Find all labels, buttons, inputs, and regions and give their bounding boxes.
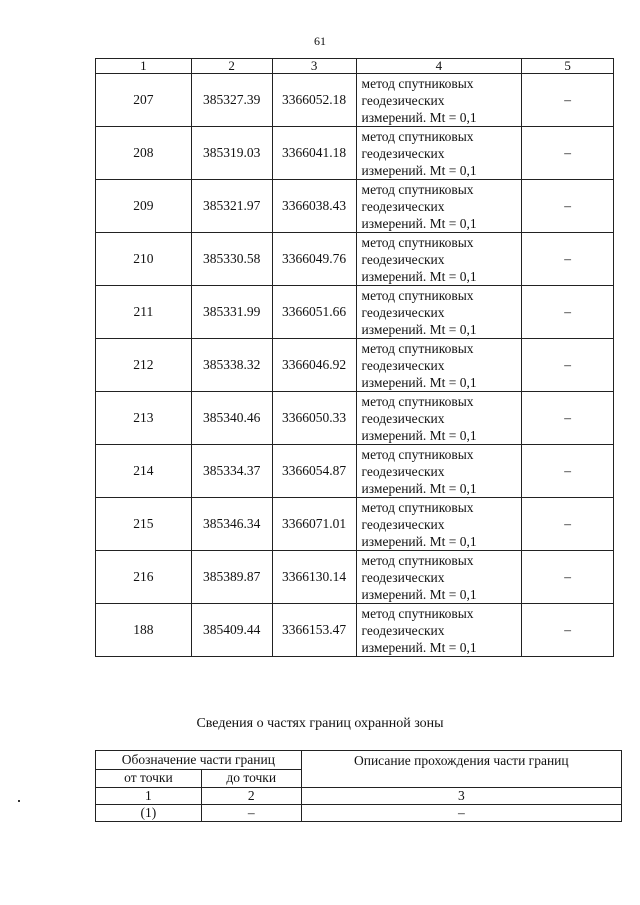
point-cell: 215 (96, 498, 192, 551)
method-line: метод спутниковых (361, 234, 474, 250)
column-header: 4 (356, 59, 522, 74)
method-line: геодезических (361, 622, 445, 638)
note-cell: – (522, 445, 614, 498)
table-row (96, 392, 614, 445)
method-cell (356, 498, 522, 551)
note-cell: – (522, 74, 614, 127)
method-line: измерений. Mt = 0,1 (361, 109, 477, 125)
method-line: метод спутниковых (361, 393, 474, 409)
table-row (96, 233, 614, 286)
table-row (96, 498, 614, 551)
y-coordinate-cell: 3366050.33 (272, 392, 356, 445)
column-number: 3 (301, 788, 621, 805)
x-coordinate-cell: 385334.37 (191, 445, 272, 498)
table-row (96, 74, 614, 127)
page-number: 61 (314, 34, 326, 48)
note-cell: – (522, 604, 614, 657)
parts-header-row (96, 751, 622, 770)
point-cell: 216 (96, 551, 192, 604)
table-row (96, 180, 614, 233)
method-line: метод спутниковых (361, 128, 474, 144)
method-cell (356, 74, 522, 127)
parts-number-row (96, 788, 622, 805)
method-line: метод спутниковых (361, 287, 474, 303)
x-coordinate-cell: 385340.46 (191, 392, 272, 445)
y-coordinate-cell: 3366071.01 (272, 498, 356, 551)
note-cell: – (522, 498, 614, 551)
method-line: измерений. Mt = 0,1 (361, 639, 477, 655)
x-coordinate-cell: 385338.32 (191, 339, 272, 392)
x-coordinate-cell: 385409.44 (191, 604, 272, 657)
y-coordinate-cell: 3366049.76 (272, 233, 356, 286)
note-cell: – (522, 286, 614, 339)
description-header: Описание прохождения части границ (301, 751, 621, 788)
method-cell (356, 551, 522, 604)
method-line: измерений. Mt = 0,1 (361, 533, 477, 549)
to-point-cell: – (201, 805, 301, 822)
method-line: геодезических (361, 145, 445, 161)
method-cell (356, 445, 522, 498)
method-line: геодезических (361, 516, 445, 532)
method-line: геодезических (361, 92, 445, 108)
y-coordinate-cell: 3366052.18 (272, 74, 356, 127)
y-coordinate-cell: 3366051.66 (272, 286, 356, 339)
table-row (96, 805, 622, 822)
coordinates-header-row (96, 59, 614, 74)
method-line: измерений. Mt = 0,1 (361, 374, 477, 390)
point-cell: 188 (96, 604, 192, 657)
table-row (96, 286, 614, 339)
x-coordinate-cell: 385321.97 (191, 180, 272, 233)
note-cell: – (522, 233, 614, 286)
method-line: геодезических (361, 304, 445, 320)
y-coordinate-cell: 3366041.18 (272, 127, 356, 180)
method-line: измерений. Mt = 0,1 (361, 162, 477, 178)
point-cell: 210 (96, 233, 192, 286)
method-line: измерений. Mt = 0,1 (361, 321, 477, 337)
column-header: 5 (522, 59, 614, 74)
method-line: измерений. Mt = 0,1 (361, 268, 477, 284)
y-coordinate-cell: 3366038.43 (272, 180, 356, 233)
x-coordinate-cell: 385319.03 (191, 127, 272, 180)
method-line: метод спутниковых (361, 181, 474, 197)
y-coordinate-cell: 3366153.47 (272, 604, 356, 657)
method-cell (356, 286, 522, 339)
x-coordinate-cell: 385389.87 (191, 551, 272, 604)
point-cell: 211 (96, 286, 192, 339)
method-line: геодезических (361, 463, 445, 479)
note-cell: – (522, 339, 614, 392)
table-row (96, 339, 614, 392)
from-point-cell: (1) (96, 805, 202, 822)
method-cell (356, 180, 522, 233)
method-cell (356, 339, 522, 392)
x-coordinate-cell: 385331.99 (191, 286, 272, 339)
part-designation-header: Обозначение части границ (96, 751, 302, 770)
method-line: геодезических (361, 251, 445, 267)
column-header: 1 (96, 59, 192, 74)
note-cell: – (522, 551, 614, 604)
description-cell: – (301, 805, 621, 822)
point-cell: 208 (96, 127, 192, 180)
table-row (96, 551, 614, 604)
column-header: 3 (272, 59, 356, 74)
y-coordinate-cell: 3366054.87 (272, 445, 356, 498)
method-line: метод спутниковых (361, 340, 474, 356)
from-point-header: от точки (96, 769, 202, 788)
method-line: метод спутниковых (361, 446, 474, 462)
method-line: измерений. Mt = 0,1 (361, 215, 477, 231)
boundary-parts-table (95, 750, 622, 822)
point-cell: 213 (96, 392, 192, 445)
point-cell: 214 (96, 445, 192, 498)
method-line: метод спутниковых (361, 552, 474, 568)
method-line: измерений. Mt = 0,1 (361, 427, 477, 443)
point-cell: 212 (96, 339, 192, 392)
method-line: измерений. Mt = 0,1 (361, 586, 477, 602)
note-cell: – (522, 127, 614, 180)
y-coordinate-cell: 3366046.92 (272, 339, 356, 392)
method-cell (356, 604, 522, 657)
note-cell: – (522, 180, 614, 233)
to-point-header: до точки (201, 769, 301, 788)
column-number: 1 (96, 788, 202, 805)
x-coordinate-cell: 385327.39 (191, 74, 272, 127)
method-line: геодезических (361, 357, 445, 373)
point-cell: 207 (96, 74, 192, 127)
column-number: 2 (201, 788, 301, 805)
method-line: метод спутниковых (361, 75, 474, 91)
method-line: метод спутниковых (361, 605, 474, 621)
column-header: 2 (191, 59, 272, 74)
table-row (96, 445, 614, 498)
x-coordinate-cell: 385346.34 (191, 498, 272, 551)
method-line: геодезических (361, 410, 445, 426)
method-cell (356, 392, 522, 445)
table-row (96, 604, 614, 657)
method-line: метод спутниковых (361, 499, 474, 515)
point-cell: 209 (96, 180, 192, 233)
y-coordinate-cell: 3366130.14 (272, 551, 356, 604)
method-line: геодезических (361, 198, 445, 214)
method-line: геодезических (361, 569, 445, 585)
x-coordinate-cell: 385330.58 (191, 233, 272, 286)
scan-speck (18, 800, 20, 802)
method-cell (356, 233, 522, 286)
method-cell (356, 127, 522, 180)
method-line: измерений. Mt = 0,1 (361, 480, 477, 496)
note-cell: – (522, 392, 614, 445)
coordinates-table (95, 58, 614, 657)
coordinates-body (96, 74, 614, 657)
table-row (96, 127, 614, 180)
section-title: Сведения о частях границ охранной зоны (196, 716, 444, 731)
